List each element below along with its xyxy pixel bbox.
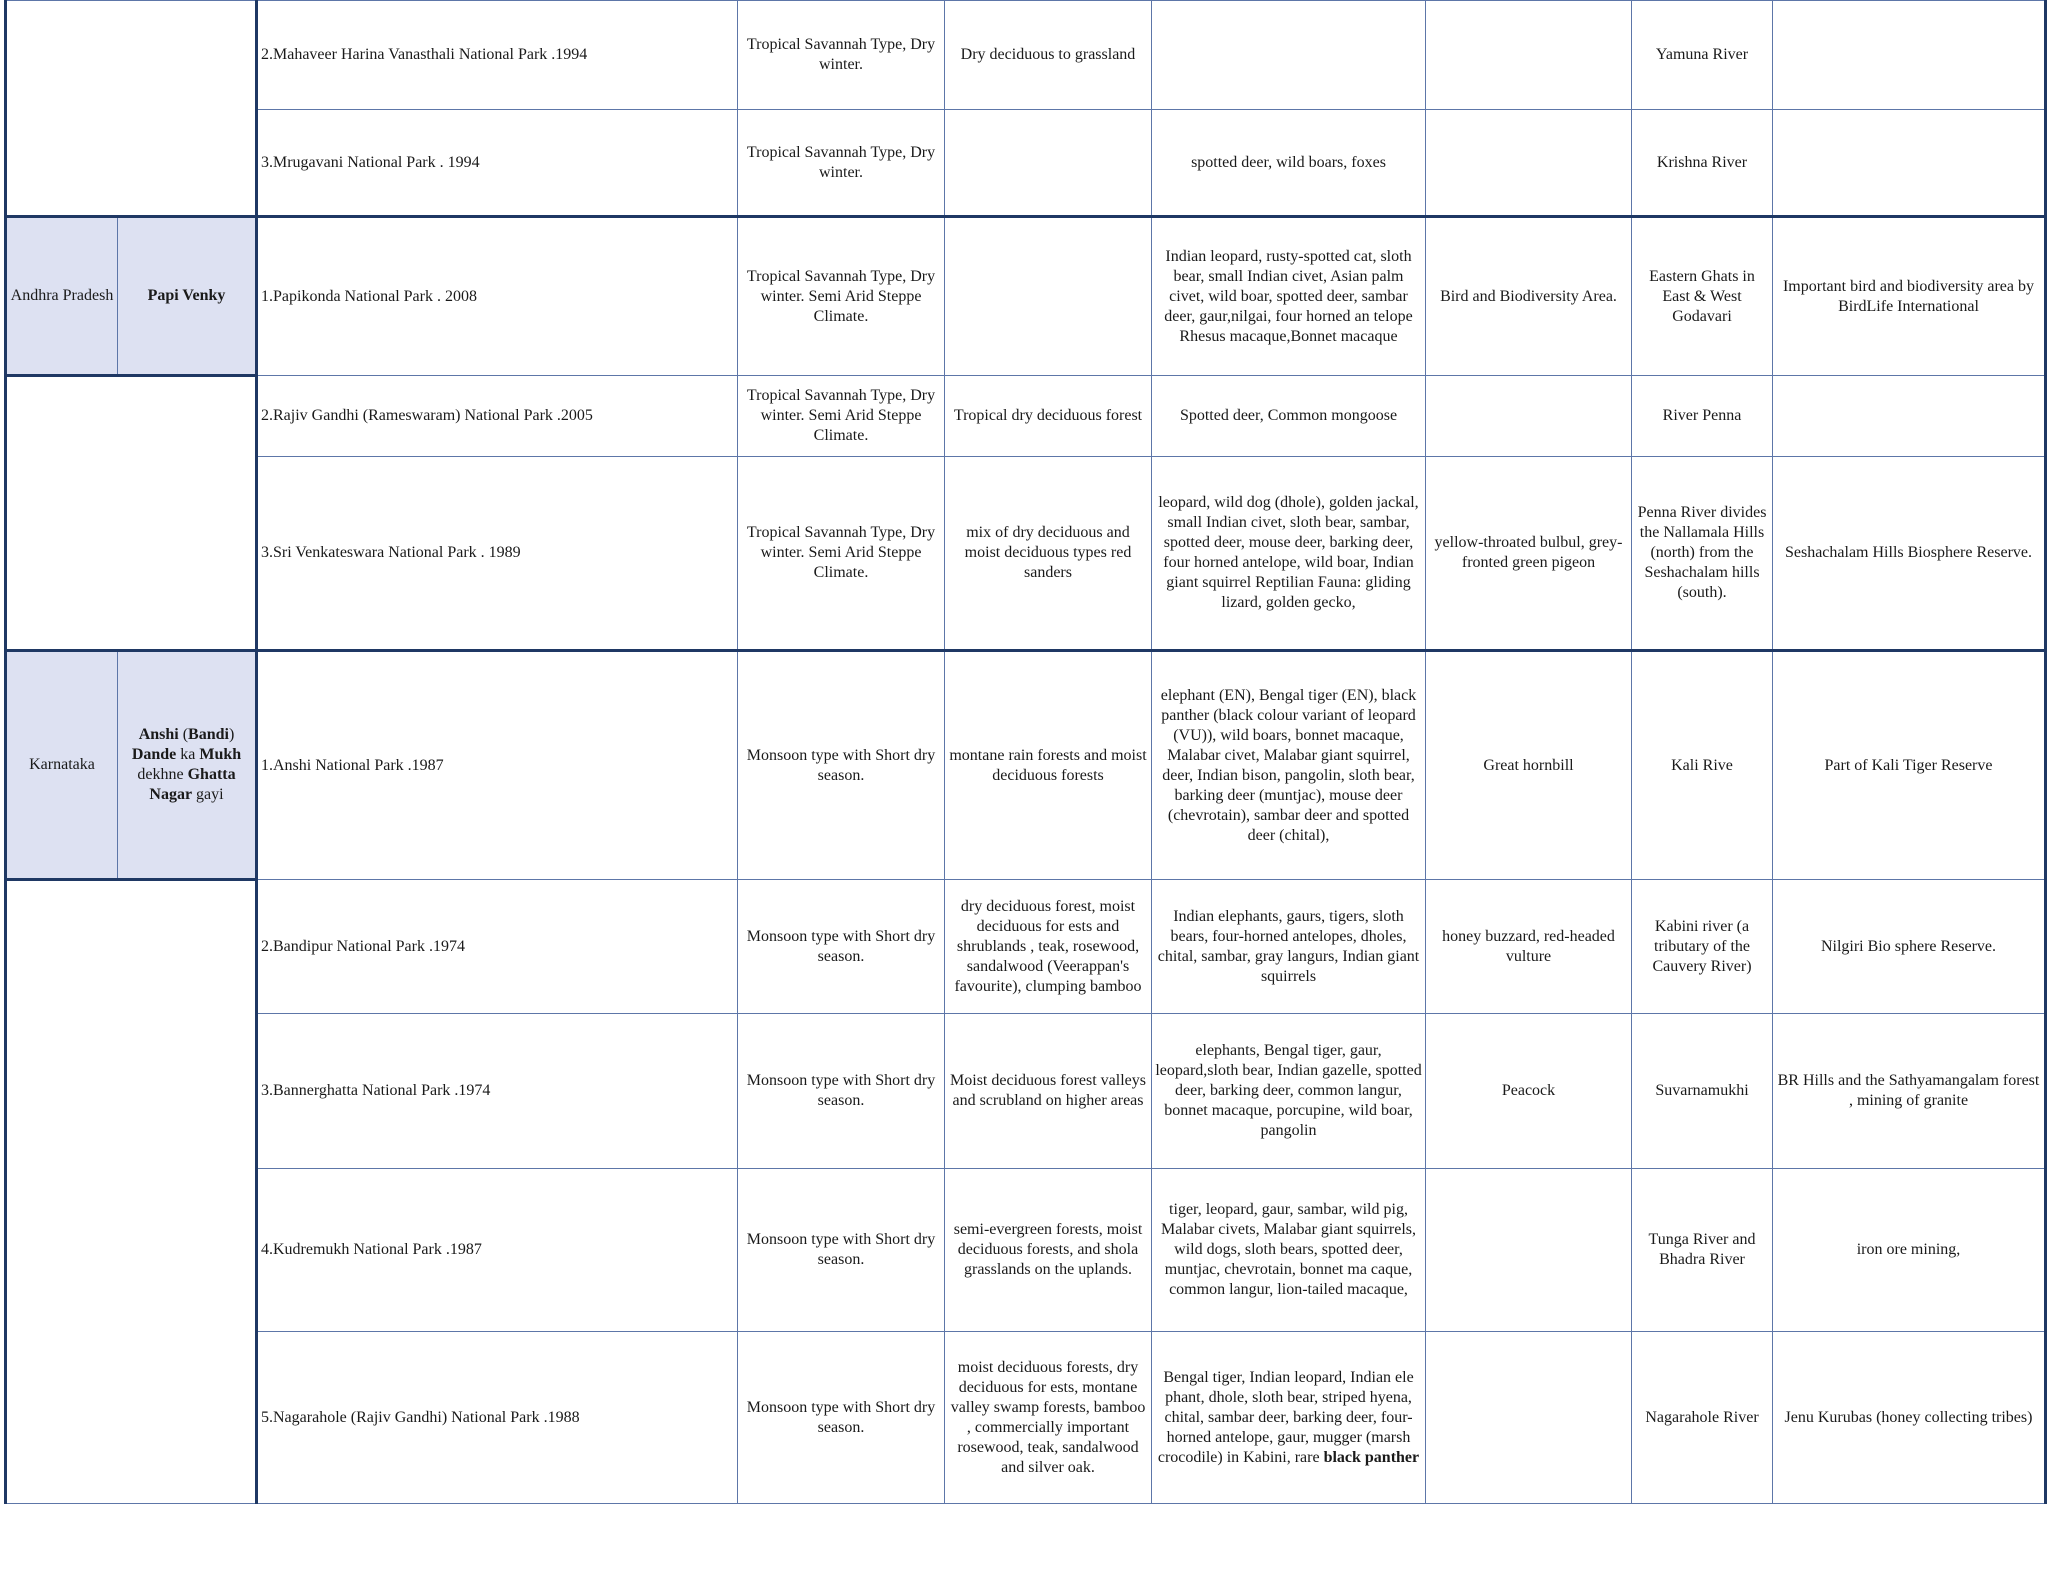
- birds-cell: Bird and Biodiversity Area.: [1426, 217, 1632, 376]
- park-name-cell: 2.Mahaveer Harina Vanasthali National Park .1994: [257, 1, 738, 110]
- fauna-cell: [1152, 1332, 1426, 1504]
- vegetation-cell: semi-evergreen forests, moist deciduous forests, and shola grasslands on the uplands.: [945, 1169, 1152, 1332]
- mnemonic-word: Mukh: [199, 746, 242, 763]
- birds-cell: [1426, 376, 1632, 457]
- vegetation-cell: [945, 110, 1152, 217]
- fauna-cell: Indian leopard, rusty-spotted cat, sloth bear, small Indian civet, Asian palm civet, wild boar, spotted deer, sambar deer, gaur,nilgai, four horned an telope Rhesus macaque,Bonnet macaque: [1152, 217, 1426, 376]
- mnemonic-word: Dande: [131, 746, 177, 763]
- birds-cell: [1426, 1169, 1632, 1332]
- table-row: [6, 1, 2046, 110]
- climate-cell: Tropical Savannah Type, Dry winter. Semi Arid Steppe Climate.: [738, 376, 945, 457]
- table-row: [6, 651, 2046, 880]
- park-name-cell: 3.Bannerghatta National Park .1974: [257, 1014, 738, 1169]
- park-name-cell: 2.Rajiv Gandhi (Rameswaram) National Park .2005: [257, 376, 738, 457]
- birds-cell: honey buzzard, red-headed vulture: [1426, 880, 1632, 1014]
- fauna-text: Bengal tiger, Indian leopard, Indian ele phant, dhole, sloth bear, striped hyena, chital, sambar deer, barking deer, four-horned antelope, gaur, mugger (marsh crocodile) in Kabini, rare: [1157, 1368, 1414, 1466]
- park-name-cell: 4.Kudremukh National Park .1987: [257, 1169, 738, 1332]
- climate-cell: Monsoon type with Short dry season.: [738, 880, 945, 1014]
- notes-cell: Important bird and biodiversity area by BirdLife International: [1773, 217, 2046, 376]
- state-name-cell: Andhra Pradesh: [6, 217, 118, 376]
- table-row: [6, 376, 2046, 457]
- vegetation-cell: Moist deciduous forest valleys and scrubland on higher areas: [945, 1014, 1152, 1169]
- fauna-cell: spotted deer, wild boars, foxes: [1152, 110, 1426, 217]
- fauna-cell: leopard, wild dog (dhole), golden jackal, small Indian civet, sloth bear, sambar, spotted deer, mouse deer, barking deer, four horned antelope, wild boar, Indian giant squirrel Reptilian Fauna: gliding lizard, golden gecko,: [1152, 457, 1426, 651]
- river-cell: Tunga River and Bhadra River: [1632, 1169, 1773, 1332]
- table-row: [6, 1014, 2046, 1169]
- mnemonic-cell: [118, 651, 257, 880]
- river-cell: Eastern Ghats in East & West Godavari: [1632, 217, 1773, 376]
- climate-cell: Monsoon type with Short dry season.: [738, 651, 945, 880]
- vegetation-cell: [945, 880, 1152, 1014]
- park-name-cell: 1.Papikonda National Park . 2008: [257, 217, 738, 376]
- mnemonic-word: gayi: [196, 786, 224, 803]
- notes-cell: iron ore mining,: [1773, 1169, 2046, 1332]
- park-name-cell: 3.Sri Venkateswara National Park . 1989: [257, 457, 738, 651]
- park-name-cell: 3.Mrugavani National Park . 1994: [257, 110, 738, 217]
- climate-cell: Tropical Savannah Type, Dry winter.: [738, 1, 945, 110]
- mnemonic-word: (: [182, 726, 189, 743]
- vegetation-text: dry deciduous forest, moist deciduous for ests and shrublands , teak, rosewood, sandalwood (Veerappan's favourite), clumping bamboo: [954, 897, 1142, 995]
- climate-cell: Tropical Savannah Type, Dry winter. Semi Arid Steppe Climate.: [738, 457, 945, 651]
- fauna-highlight: black panther: [1323, 1448, 1420, 1466]
- national-parks-table: [4, 0, 2047, 1504]
- notes-cell: Seshachalam Hills Biosphere Reserve.: [1773, 457, 2046, 651]
- fauna-cell: [1152, 1, 1426, 110]
- state-cell-empty: [6, 376, 257, 651]
- park-name-cell: 1.Anshi National Park .1987: [257, 651, 738, 880]
- climate-cell: Monsoon type with Short dry season.: [738, 1169, 945, 1332]
- state-cell-empty: [6, 880, 257, 1504]
- climate-cell: Monsoon type with Short dry season.: [738, 1014, 945, 1169]
- park-name-cell: 5.Nagarahole (Rajiv Gandhi) National Park .1988: [257, 1332, 738, 1504]
- notes-cell: BR Hills and the Sathyamangalam forest , mining of granite: [1773, 1014, 2046, 1169]
- vegetation-cell: Tropical dry deciduous forest: [945, 376, 1152, 457]
- mnemonic-word: Nagar: [149, 786, 193, 803]
- mnemonic-word: dekhne: [137, 766, 184, 783]
- notes-cell: Part of Kali Tiger Reserve: [1773, 651, 2046, 880]
- notes-cell: [1773, 110, 2046, 217]
- park-name-cell: 2.Bandipur National Park .1974: [257, 880, 738, 1014]
- notes-cell: [1773, 1, 2046, 110]
- state-cell-empty: [6, 1, 257, 217]
- notes-cell: Nilgiri Bio sphere Reserve.: [1773, 880, 2046, 1014]
- notes-cell: [1773, 376, 2046, 457]
- fauna-cell: elephants, Bengal tiger, gaur, leopard,sloth bear, Indian gazelle, spotted deer, barking deer, common langur, bonnet macaque, porcupine, wild boar, pangolin: [1152, 1014, 1426, 1169]
- vegetation-cell: Dry deciduous to grassland: [945, 1, 1152, 110]
- table-row: [6, 1169, 2046, 1332]
- fauna-cell: Spotted deer, Common mongoose: [1152, 376, 1426, 457]
- climate-cell: Monsoon type with Short dry season.: [738, 1332, 945, 1504]
- climate-cell: Tropical Savannah Type, Dry winter.: [738, 110, 945, 217]
- birds-cell: Great hornbill: [1426, 651, 1632, 880]
- fauna-cell: elephant (EN), Bengal tiger (EN), black panther (black colour variant of leopard (VU)), wild boars, bonnet macaque, Malabar civet, Malabar giant squirrel, deer, Indian bison, pangolin, sloth bear, barking deer (muntjac), mouse deer (chevrotain), sambar deer and spotted deer (chital),: [1152, 651, 1426, 880]
- river-cell: Penna River divides the Nallamala Hills (north) from the Seshachalam hills (south).: [1632, 457, 1773, 651]
- fauna-cell: tiger, leopard, gaur, sambar, wild pig, Malabar civets, Malabar giant squirrels, wild dogs, sloth bears, spotted deer, muntjac, chevrotain, bonnet ma caque, common langur, lion-tailed macaque,: [1152, 1169, 1426, 1332]
- climate-cell: Tropical Savannah Type, Dry winter. Semi Arid Steppe Climate.: [738, 217, 945, 376]
- vegetation-cell: [945, 217, 1152, 376]
- birds-cell: yellow-throated bulbul, grey-fronted green pigeon: [1426, 457, 1632, 651]
- river-cell: Krishna River: [1632, 110, 1773, 217]
- vegetation-cell: mix of dry deciduous and moist deciduous types red sanders: [945, 457, 1152, 651]
- mnemonic-cell: Papi Venky: [118, 217, 257, 376]
- vegetation-cell: moist deciduous forests, dry deciduous for ests, montane valley swamp forests, bamboo , commercially important rosewood, teak, sandalwood and silver oak.: [945, 1332, 1152, 1504]
- table-row: [6, 110, 2046, 217]
- birds-cell: [1426, 1, 1632, 110]
- table-row: [6, 880, 2046, 1014]
- table-row: [6, 457, 2046, 651]
- river-cell: Suvarnamukhi: [1632, 1014, 1773, 1169]
- table-row: [6, 217, 2046, 376]
- table-row: [6, 1332, 2046, 1504]
- river-cell: Kabini river (a tributary of the Cauvery River): [1632, 880, 1773, 1014]
- mnemonic-word: ): [228, 726, 235, 743]
- river-cell: Nagarahole River: [1632, 1332, 1773, 1504]
- birds-cell: [1426, 110, 1632, 217]
- birds-cell: Peacock: [1426, 1014, 1632, 1169]
- vegetation-cell: montane rain forests and moist deciduous forests: [945, 651, 1152, 880]
- mnemonic-word: Anshi: [138, 726, 179, 743]
- river-cell: River Penna: [1632, 376, 1773, 457]
- notes-cell: Jenu Kurubas (honey collecting tribes): [1773, 1332, 2046, 1504]
- mnemonic-word: ka: [180, 746, 196, 763]
- fauna-cell: Indian elephants, gaurs, tigers, sloth bears, four-horned antelopes, dholes, chital, sambar, gray langurs, Indian giant squirrels: [1152, 880, 1426, 1014]
- river-cell: Yamuna River: [1632, 1, 1773, 110]
- mnemonic-word: Bandi: [188, 726, 229, 743]
- mnemonic-word: Ghatta: [187, 766, 236, 783]
- state-name-cell: Karnataka: [6, 651, 118, 880]
- birds-cell: [1426, 1332, 1632, 1504]
- river-cell: Kali Rive: [1632, 651, 1773, 880]
